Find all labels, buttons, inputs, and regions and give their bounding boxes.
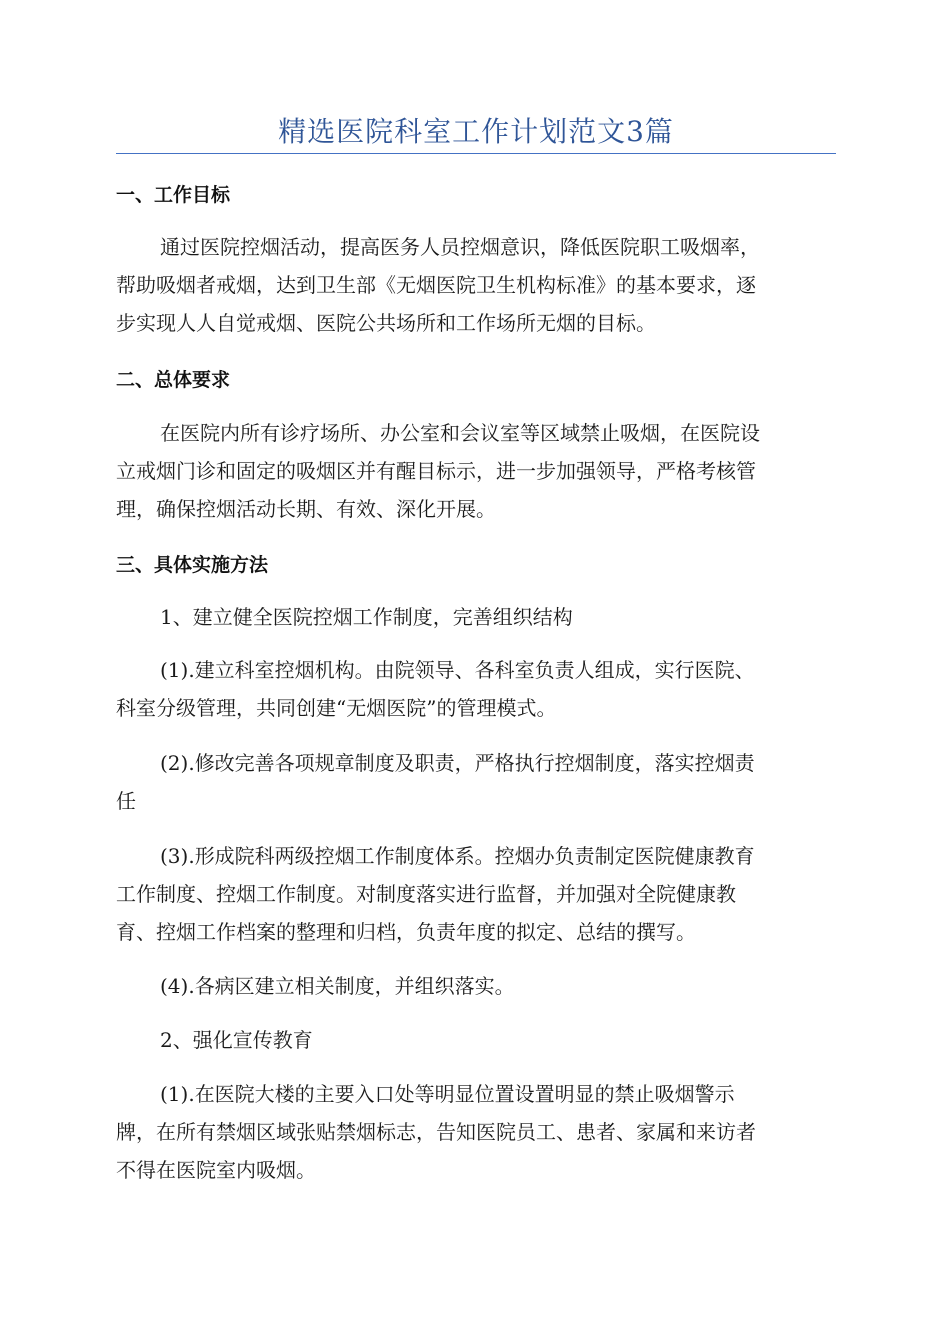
- paragraph-line: 在医院内所有诊疗场所、办公室和会议室等区域禁止吸烟，在医院设: [160, 421, 760, 445]
- method-item-2: [116, 1021, 836, 1059]
- section-heading-requirements: 二、总体要求: [116, 369, 231, 391]
- method-item-1: [116, 598, 836, 636]
- document-title: 精选医院科室工作计划范文3篇: [278, 115, 674, 148]
- paragraph-line: 科室分级管理，共同创建“无烟医院”的管理模式。: [116, 696, 557, 720]
- method-item-1-2: [116, 744, 836, 820]
- paragraph-line: 工作制度、控烟工作制度。对制度落实进行监督，并加强对全院健康教: [116, 882, 736, 906]
- paragraph-line: (2).修改完善各项规章制度及职责，严格执行控烟制度，落实控烟责: [160, 751, 755, 775]
- method-item-1-3: [116, 837, 836, 951]
- paragraph-line: (3).形成院科两级控烟工作制度体系。控烟办负责制定医院健康教育: [160, 844, 755, 868]
- paragraph-line: (4).各病区建立相关制度，并组织落实。: [160, 974, 515, 998]
- paragraph-line: (1).建立科室控烟机构。由院领导、各科室负责人组成，实行医院、: [160, 658, 755, 682]
- paragraph-line: 育、控烟工作档案的整理和归档，负责年度的拟定、总结的撰写。: [116, 920, 696, 944]
- paragraph-line: 立戒烟门诊和固定的吸烟区并有醒目标示，进一步加强领导，严格考核管: [116, 459, 756, 483]
- paragraph-line: (1).在医院大楼的主要入口处等明显位置设置明显的禁止吸烟警示: [160, 1082, 735, 1106]
- paragraph-line: 不得在医院室内吸烟。: [116, 1158, 316, 1182]
- paragraph-line: 通过医院控烟活动，提高医务人员控烟意识，降低医院职工吸烟率，: [160, 235, 760, 259]
- paragraph-goals: [116, 228, 836, 342]
- paragraph-line: 任: [116, 789, 136, 813]
- title-underline: [116, 153, 836, 154]
- section-heading-methods: 三、具体实施方法: [116, 554, 269, 576]
- paragraph-line: 牌，在所有禁烟区域张贴禁烟标志，告知医院员工、患者、家属和来访者: [116, 1120, 756, 1144]
- paragraph-line: 1、建立健全医院控烟工作制度，完善组织结构: [160, 605, 573, 629]
- paragraph-line: 步实现人人自觉戒烟、医院公共场所和工作场所无烟的目标。: [116, 311, 656, 335]
- method-item-2-1: [116, 1075, 836, 1189]
- method-item-1-1: [116, 651, 836, 727]
- paragraph-line: 理，确保控烟活动长期、有效、深化开展。: [116, 497, 496, 521]
- section-heading-goals: 一、工作目标: [116, 184, 231, 206]
- paragraph-requirements: [116, 414, 836, 528]
- paragraph-line: 2、强化宣传教育: [160, 1028, 313, 1052]
- method-item-1-4: [116, 967, 836, 1005]
- paragraph-line: 帮助吸烟者戒烟，达到卫生部《无烟医院卫生机构标准》的基本要求，逐: [116, 273, 756, 297]
